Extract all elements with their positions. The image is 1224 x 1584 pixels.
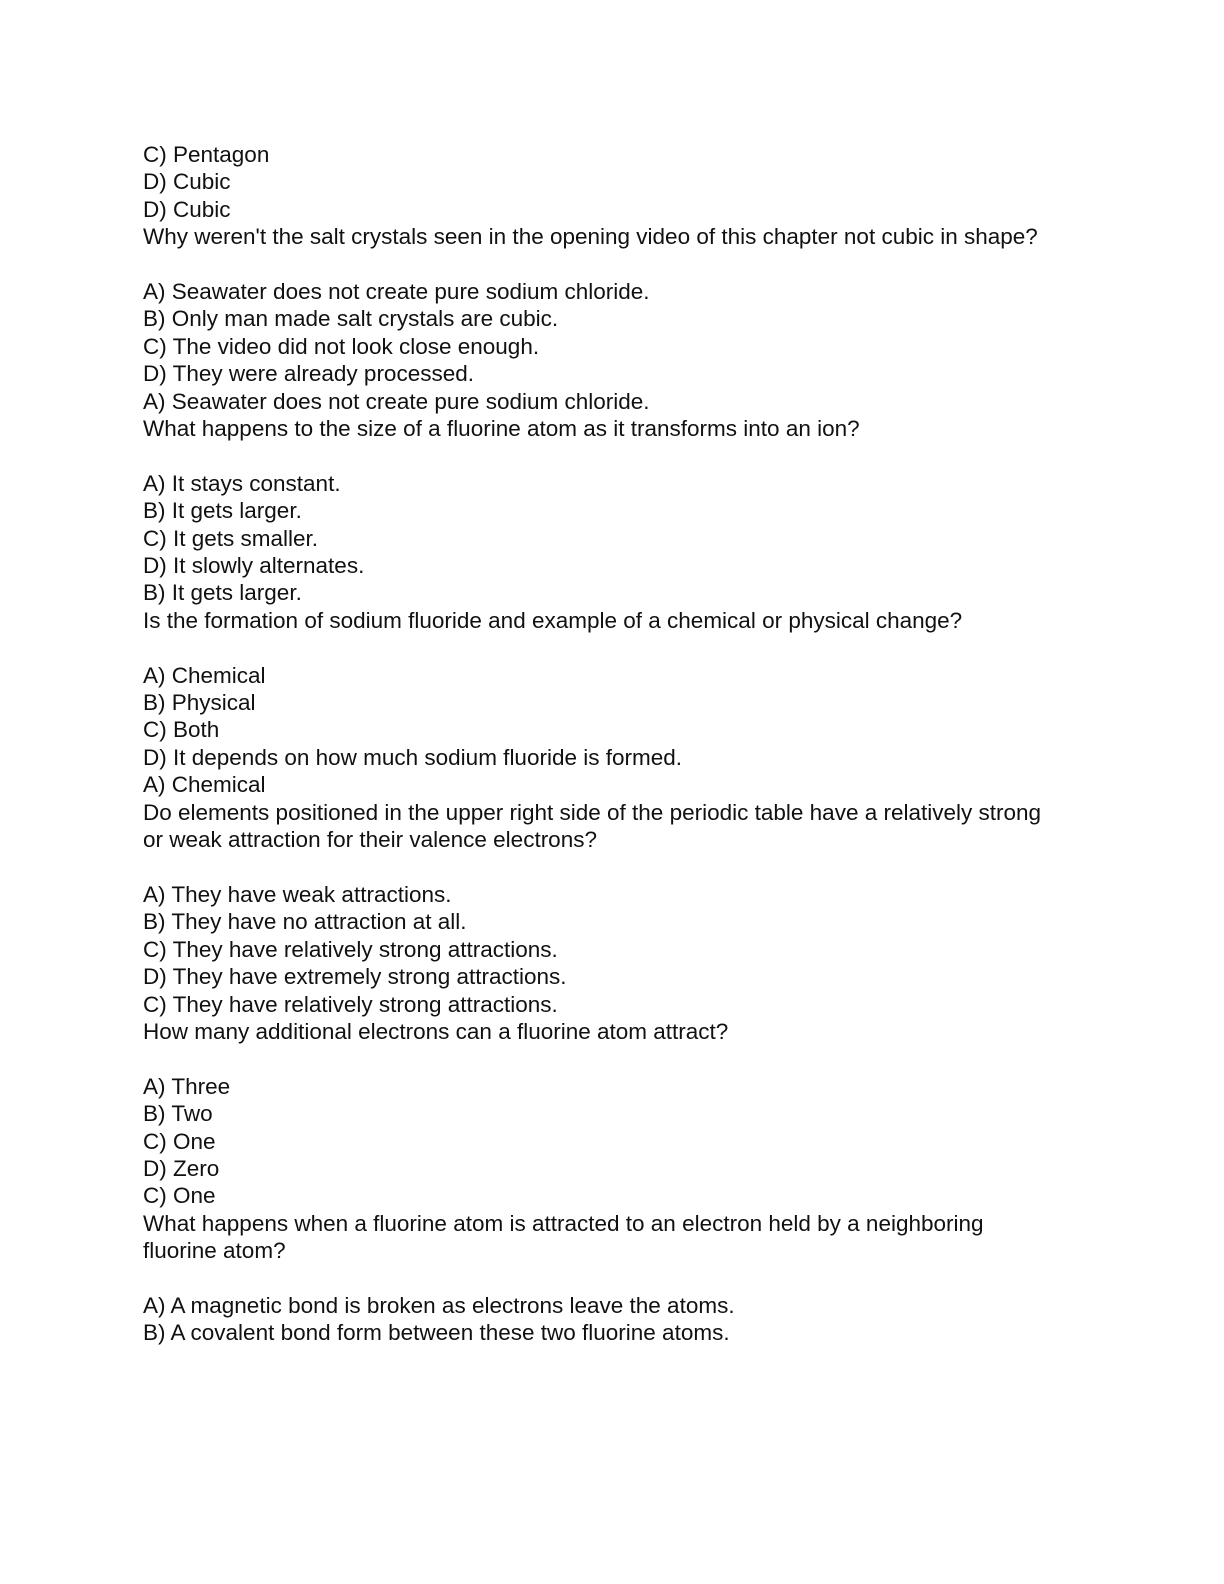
question-text: What happens to the size of a fluorine atom as it transforms into an ion? (143, 416, 860, 442)
spacer (143, 634, 1043, 661)
option-a: A) It stays constant. (143, 470, 341, 496)
option-b: B) Physical (143, 690, 256, 716)
option-d: D) It slowly alternates. (143, 553, 365, 579)
question-text: Why weren't the salt crystals seen in the opening video of this chapter not cubic in shape? (143, 224, 1038, 250)
option-d: D) It depends on how much sodium fluoride is formed. (143, 744, 683, 770)
option-b: B) A covalent bond form between these two fluorine atoms. (143, 1320, 730, 1346)
prev-option-c: C) Pentagon (143, 142, 270, 167)
answer: C) They have relatively strong attractions. (143, 991, 558, 1017)
option-c: C) It gets smaller. (143, 525, 319, 551)
option-a: A) They have weak attractions. (143, 881, 452, 907)
option-c: C) They have relatively strong attractions. (143, 936, 558, 962)
answer: A) Seawater does not create pure sodium chloride. (143, 388, 650, 414)
option-c: C) Both (143, 717, 220, 743)
question-text: Is the formation of sodium fluoride and example of a chemical or physical change? (143, 607, 963, 633)
option-d: D) They were already processed. (143, 361, 474, 387)
spacer (143, 442, 1043, 469)
option-c: C) One (143, 1128, 216, 1154)
spacer (143, 1265, 1043, 1292)
document-page (143, 141, 1043, 1347)
option-a: A) Three (143, 1073, 231, 1099)
spacer (143, 854, 1043, 881)
prev-option-d: D) Cubic (143, 169, 231, 195)
option-d: D) Zero (143, 1155, 220, 1181)
option-a: A) Chemical (143, 662, 266, 688)
question-text: What happens when a fluorine atom is attracted to an electron held by a neighboring fluorine atom? (143, 1210, 984, 1264)
answer: B) It gets larger. (143, 580, 302, 606)
option-b: B) It gets larger. (143, 498, 302, 524)
question-text: How many additional electrons can a fluorine atom attract? (143, 1018, 729, 1044)
option-a: A) Seawater does not create pure sodium chloride. (143, 279, 650, 305)
answer: C) One (143, 1183, 216, 1209)
option-a: A) A magnetic bond is broken as electrons leave the atoms. (143, 1292, 735, 1318)
question-text: Do elements positioned in the upper right side of the periodic table have a relatively strong or weak attraction for their valence electrons? (143, 799, 1042, 853)
spacer (143, 1045, 1043, 1072)
spacer (143, 251, 1043, 278)
option-c: C) The video did not look close enough. (143, 333, 540, 359)
answer: A) Chemical (143, 772, 266, 798)
option-b: B) Two (143, 1101, 213, 1127)
prev-answer: D) Cubic (143, 196, 231, 222)
option-b: B) Only man made salt crystals are cubic. (143, 306, 559, 332)
option-d: D) They have extremely strong attractions. (143, 964, 567, 990)
option-b: B) They have no attraction at all. (143, 909, 467, 935)
